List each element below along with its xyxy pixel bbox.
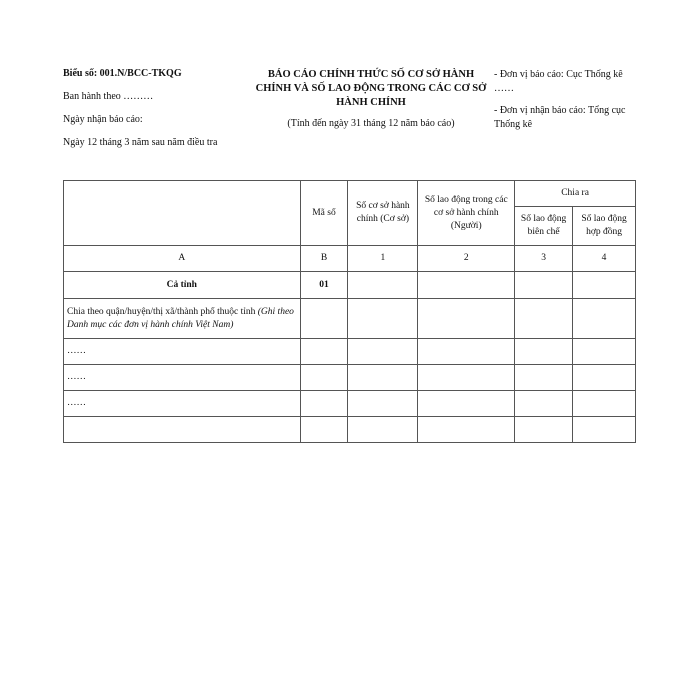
data-cell bbox=[300, 339, 348, 365]
table-row bbox=[64, 417, 636, 443]
data-cell bbox=[573, 299, 636, 339]
district-note: (Ghi theo Danh mục các đơn vị hành chính Việt Nam) bbox=[67, 306, 294, 330]
header-row bbox=[64, 181, 636, 207]
issued-by: Ban hành theo ……… bbox=[63, 91, 154, 102]
data-cell bbox=[573, 272, 636, 299]
data-cell bbox=[573, 391, 636, 417]
form-code: Biểu số: 001.N/BCC-TKQG bbox=[63, 68, 182, 79]
index-cell-b: B bbox=[300, 246, 348, 272]
table-row bbox=[64, 272, 636, 299]
index-cell-a: A bbox=[64, 246, 301, 272]
reporting-unit: - Đơn vị báo cáo: Cục Thống kê …… bbox=[494, 69, 623, 94]
header-center bbox=[252, 68, 490, 131]
ellipsis-row-label: …… bbox=[64, 391, 301, 417]
header-breakdown: Chia ra bbox=[515, 181, 636, 207]
data-cell bbox=[64, 417, 301, 443]
header-civil-servants: Số lao động biên chế bbox=[515, 207, 573, 246]
data-cell bbox=[418, 339, 515, 365]
data-cell bbox=[515, 299, 573, 339]
header-num-workers: Số lao động trong các cơ sở hành chính (Người) bbox=[418, 181, 515, 246]
received-date-label: Ngày nhận báo cáo: bbox=[63, 114, 143, 125]
ellipsis-row-label: …… bbox=[64, 339, 301, 365]
data-cell bbox=[515, 272, 573, 299]
data-cell bbox=[300, 299, 348, 339]
data-cell bbox=[418, 417, 515, 443]
data-cell bbox=[348, 365, 418, 391]
data-cell bbox=[300, 417, 348, 443]
data-cell bbox=[348, 272, 418, 299]
district-label-cell bbox=[64, 299, 301, 339]
report-title: BÁO CÁO CHÍNH THỨC SỐ CƠ SỞ HÀNH CHÍNH VÀ SỐ LAO ĐỘNG TRONG CÁC CƠ SỞ HÀNH CHÍNH bbox=[255, 69, 487, 108]
header-contract: Số lao động hợp đồng bbox=[573, 207, 636, 246]
data-cell bbox=[573, 365, 636, 391]
data-cell bbox=[300, 365, 348, 391]
data-cell bbox=[418, 365, 515, 391]
table-row bbox=[64, 339, 636, 365]
data-cell bbox=[348, 339, 418, 365]
index-cell-1: 1 bbox=[348, 246, 418, 272]
data-cell bbox=[348, 391, 418, 417]
report-table bbox=[63, 180, 636, 443]
index-cell-2: 2 bbox=[418, 246, 515, 272]
data-cell bbox=[418, 391, 515, 417]
data-cell bbox=[573, 339, 636, 365]
data-cell bbox=[348, 299, 418, 339]
data-cell bbox=[515, 417, 573, 443]
index-cell-4: 4 bbox=[573, 246, 636, 272]
district-label: Chia theo quận/huyện/thị xã/thành phố thuộc tỉnh bbox=[67, 306, 258, 317]
data-cell bbox=[515, 365, 573, 391]
data-cell bbox=[515, 391, 573, 417]
index-cell-3: 3 bbox=[515, 246, 573, 272]
header-left bbox=[63, 68, 253, 160]
data-cell bbox=[300, 391, 348, 417]
data-cell bbox=[573, 417, 636, 443]
received-date: Ngày 12 tháng 3 năm sau năm điều tra bbox=[63, 137, 218, 148]
table-row bbox=[64, 299, 636, 339]
header-code: Mã số bbox=[300, 181, 348, 246]
header-num-units: Số cơ sở hành chính (Cơ sở) bbox=[348, 181, 418, 246]
data-cell bbox=[348, 417, 418, 443]
report-subtitle: (Tính đến ngày 31 tháng 12 năm báo cáo) bbox=[287, 118, 455, 129]
ellipsis-row-label: …… bbox=[64, 365, 301, 391]
data-cell bbox=[418, 299, 515, 339]
data-cell bbox=[515, 339, 573, 365]
table-row bbox=[64, 391, 636, 417]
receiving-unit: - Đơn vị nhận báo cáo: Tổng cục Thống kê bbox=[494, 105, 626, 130]
province-code: 01 bbox=[300, 272, 348, 299]
header-empty-cell bbox=[64, 181, 301, 246]
province-label: Cả tỉnh bbox=[64, 272, 301, 299]
data-cell bbox=[418, 272, 515, 299]
header-right bbox=[494, 68, 644, 132]
index-row bbox=[64, 246, 636, 272]
table-row bbox=[64, 365, 636, 391]
